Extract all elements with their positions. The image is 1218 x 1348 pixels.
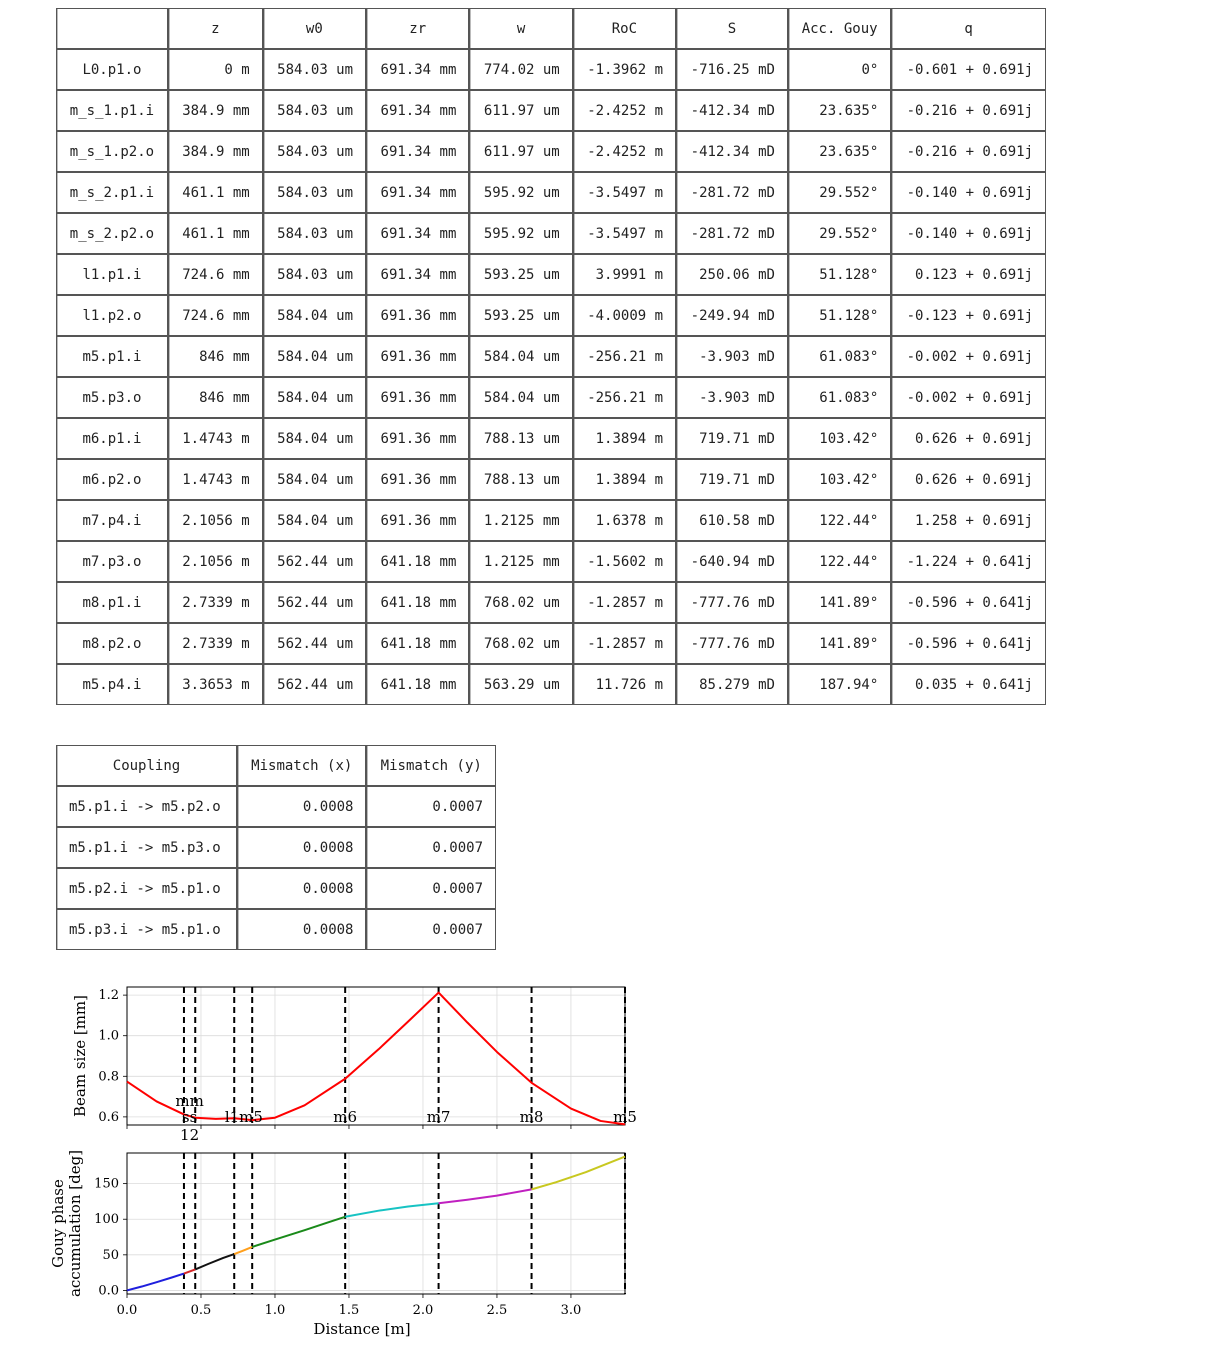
beam-header-cell: z: [168, 8, 263, 49]
beam-cell: -3.903 mD: [676, 377, 788, 418]
mismatch-cell: 0.0007: [366, 827, 496, 868]
x-tick-label: 2.0: [412, 1303, 434, 1318]
beam-row-label: m8.p1.i: [56, 582, 168, 623]
beam-row-label: m_s_2.p2.o: [56, 213, 168, 254]
beam-cell: 0.626 + 0.691j: [891, 459, 1046, 500]
y-axis-label: Beam size [mm]: [71, 994, 89, 1118]
table-row: [56, 541, 1046, 582]
beam-header-cell: Acc. Gouy: [788, 8, 891, 49]
beam-cell: 584.03 um: [263, 90, 366, 131]
x-axis-label: Distance [m]: [313, 1320, 411, 1338]
beam-cell: -4.0009 m: [573, 295, 676, 336]
beam-size-axes: [71, 987, 637, 1144]
beam-cell: 719.71 mD: [676, 418, 788, 459]
beam-row-label: m5.p4.i: [56, 664, 168, 705]
table-row: [56, 500, 1046, 541]
beam-cell: 3.9991 m: [573, 254, 676, 295]
mismatch-header-cell: Coupling: [56, 745, 237, 786]
beam-cell: 595.92 um: [469, 172, 572, 213]
beam-cell: 461.1 mm: [168, 172, 263, 213]
beam-cell: -0.002 + 0.691j: [891, 377, 1046, 418]
beam-row-label: l1.p2.o: [56, 295, 168, 336]
table-row: [56, 377, 1046, 418]
beam-cell: 384.9 mm: [168, 131, 263, 172]
beam-cell: -0.596 + 0.641j: [891, 623, 1046, 664]
beam-cell: 691.36 mm: [366, 377, 469, 418]
y-tick-label: 100: [94, 1212, 119, 1228]
beam-cell: -3.903 mD: [676, 336, 788, 377]
beam-cell: 141.89°: [788, 582, 891, 623]
beam-cell: -1.5602 m: [573, 541, 676, 582]
beam-cell: 563.29 um: [469, 664, 572, 705]
beam-row-label: m_s_2.p1.i: [56, 172, 168, 213]
beam-row-label: m_s_1.p2.o: [56, 131, 168, 172]
x-tick-label: 3.0: [560, 1303, 582, 1318]
x-tick-label: 2.5: [486, 1303, 508, 1318]
beam-cell: 61.083°: [788, 377, 891, 418]
beam-cell: 584.03 um: [263, 254, 366, 295]
beam-cell: 788.13 um: [469, 459, 572, 500]
beam-cell: 1.2125 mm: [469, 500, 572, 541]
table-row: [56, 909, 496, 950]
beam-cell: 61.083°: [788, 336, 891, 377]
x-tick-label: 0.0: [116, 1303, 138, 1318]
y-tick-label: 0.0: [98, 1283, 119, 1299]
table-row: [56, 623, 1046, 664]
beam-cell: 2.7339 m: [168, 623, 263, 664]
y-tick-label: 0.8: [98, 1069, 119, 1085]
beam-cell: 593.25 um: [469, 254, 572, 295]
beam-row-label: m5.p3.o: [56, 377, 168, 418]
beam-cell: 1.6378 m: [573, 500, 676, 541]
beam-cell: 584.03 um: [263, 131, 366, 172]
beam-trace-plot: [40, 975, 660, 1345]
beam-cell: -0.123 + 0.691j: [891, 295, 1046, 336]
beam-cell: 641.18 mm: [366, 541, 469, 582]
beam-cell: 691.36 mm: [366, 418, 469, 459]
y-axis-label: accumulation [deg]: [66, 1149, 84, 1298]
mismatch-table: [56, 745, 496, 950]
table-row: [56, 295, 1046, 336]
beam-header-cell: S: [676, 8, 788, 49]
gouy-phase-segment: [234, 1247, 252, 1254]
beam-cell: 562.44 um: [263, 623, 366, 664]
mismatch-table-body: [56, 786, 496, 950]
beam-cell: 584.04 um: [469, 377, 572, 418]
beam-cell: 29.552°: [788, 172, 891, 213]
beam-cell: -281.72 mD: [676, 172, 788, 213]
beam-cell: 1.3894 m: [573, 418, 676, 459]
mismatch-cell: 0.0007: [366, 786, 496, 827]
beam-table-body: [56, 49, 1046, 705]
x-tick-label: 1.5: [338, 1303, 360, 1318]
beam-cell: 0.626 + 0.691j: [891, 418, 1046, 459]
component-label: m6: [333, 1108, 358, 1126]
beam-cell: -2.4252 m: [573, 131, 676, 172]
beam-cell: 691.36 mm: [366, 295, 469, 336]
y-tick-label: 150: [94, 1176, 119, 1192]
beam-cell: 584.03 um: [263, 49, 366, 90]
beam-cell: 1.4743 m: [168, 459, 263, 500]
beam-cell: -412.34 mD: [676, 131, 788, 172]
beam-cell: 23.635°: [788, 131, 891, 172]
beam-header-cell: zr: [366, 8, 469, 49]
beam-cell: 584.03 um: [263, 213, 366, 254]
component-label: m5: [613, 1108, 637, 1126]
beam-cell: -3.5497 m: [573, 213, 676, 254]
beam-cell: 846 mm: [168, 336, 263, 377]
beam-cell: 768.02 um: [469, 582, 572, 623]
beam-cell: 788.13 um: [469, 418, 572, 459]
beam-row-label: m6.p1.i: [56, 418, 168, 459]
mismatch-row-label: m5.p3.i -> m5.p1.o: [56, 909, 237, 950]
beam-cell: 461.1 mm: [168, 213, 263, 254]
table-row: [56, 90, 1046, 131]
beam-cell: 562.44 um: [263, 541, 366, 582]
mismatch-cell: 0.0008: [237, 786, 367, 827]
gouy-phase-segment: [532, 1157, 625, 1190]
table-row: [56, 336, 1046, 377]
beam-cell: 584.04 um: [263, 500, 366, 541]
beam-cell: 2.1056 m: [168, 541, 263, 582]
component-label: 12: [180, 1126, 200, 1144]
mismatch-header-cell: Mismatch (x): [237, 745, 367, 786]
mismatch-cell: 0.0008: [237, 827, 367, 868]
beam-row-label: m_s_1.p1.i: [56, 90, 168, 131]
x-tick-label: 1.0: [264, 1303, 286, 1318]
beam-cell: 51.128°: [788, 295, 891, 336]
beam-row-label: m7.p4.i: [56, 500, 168, 541]
beam-cell: 691.34 mm: [366, 254, 469, 295]
beam-header-cell: w: [469, 8, 572, 49]
beam-row-label: m8.p2.o: [56, 623, 168, 664]
beam-cell: -256.21 m: [573, 377, 676, 418]
beam-cell: 562.44 um: [263, 582, 366, 623]
mismatch-table-header-row: [56, 745, 496, 786]
beam-cell: -1.3962 m: [573, 49, 676, 90]
beam-row-label: L0.p1.o: [56, 49, 168, 90]
mismatch-cell: 0.0007: [366, 909, 496, 950]
beam-cell: 593.25 um: [469, 295, 572, 336]
mismatch-row-label: m5.p1.i -> m5.p2.o: [56, 786, 237, 827]
beam-cell: -0.140 + 0.691j: [891, 213, 1046, 254]
gouy-phase-segment: [252, 1217, 345, 1247]
beam-cell: 584.04 um: [263, 418, 366, 459]
beam-cell: 29.552°: [788, 213, 891, 254]
beam-cell: 1.3894 m: [573, 459, 676, 500]
component-label: mm: [175, 1092, 204, 1110]
gouy-phase-segment: [127, 1274, 184, 1291]
table-row: [56, 827, 496, 868]
beam-cell: 691.36 mm: [366, 459, 469, 500]
beam-cell: -2.4252 m: [573, 90, 676, 131]
gouy-phase-segment: [184, 1269, 195, 1273]
beam-header-cell: RoC: [573, 8, 676, 49]
beam-cell: 23.635°: [788, 90, 891, 131]
table-row: [56, 459, 1046, 500]
beam-cell: -777.76 mD: [676, 623, 788, 664]
component-label: l1m5: [224, 1108, 263, 1126]
beam-cell: 122.44°: [788, 541, 891, 582]
table-row: [56, 49, 1046, 90]
mismatch-cell: 0.0008: [237, 909, 367, 950]
beam-cell: 2.7339 m: [168, 582, 263, 623]
beam-cell: -281.72 mD: [676, 213, 788, 254]
beam-cell: -0.596 + 0.641j: [891, 582, 1046, 623]
table-row: [56, 254, 1046, 295]
beam-cell: 584.04 um: [263, 336, 366, 377]
beam-cell: 141.89°: [788, 623, 891, 664]
beam-cell: 0 m: [168, 49, 263, 90]
beam-cell: 611.97 um: [469, 90, 572, 131]
beam-cell: -1.2857 m: [573, 623, 676, 664]
beam-cell: -0.216 + 0.691j: [891, 90, 1046, 131]
beam-cell: 51.128°: [788, 254, 891, 295]
beam-cell: 562.44 um: [263, 664, 366, 705]
beam-cell: 103.42°: [788, 418, 891, 459]
table-row: [56, 213, 1046, 254]
beam-cell: 1.258 + 0.691j: [891, 500, 1046, 541]
y-tick-label: 0.6: [98, 1109, 119, 1125]
beam-cell: -716.25 mD: [676, 49, 788, 90]
table-row: [56, 786, 496, 827]
beam-cell: 691.34 mm: [366, 172, 469, 213]
mismatch-row-label: m5.p2.i -> m5.p1.o: [56, 868, 237, 909]
beam-cell: -0.601 + 0.691j: [891, 49, 1046, 90]
beam-header-cell: q: [891, 8, 1046, 49]
gouy-phase-axes: [49, 1150, 625, 1338]
beam-cell: 2.1056 m: [168, 500, 263, 541]
beam-cell: 691.34 mm: [366, 131, 469, 172]
beam-cell: 595.92 um: [469, 213, 572, 254]
beam-cell: 584.04 um: [469, 336, 572, 377]
axes-frame: [127, 1153, 625, 1294]
beam-row-label: m6.p2.o: [56, 459, 168, 500]
y-tick-label: 50: [102, 1247, 119, 1263]
y-axis-label: Gouy phase: [49, 1179, 67, 1268]
component-label: ss: [181, 1108, 198, 1126]
beam-cell: 691.34 mm: [366, 49, 469, 90]
beam-cell: 584.04 um: [263, 377, 366, 418]
table-row: [56, 172, 1046, 213]
beam-row-label: m7.p3.o: [56, 541, 168, 582]
beam-cell: 691.36 mm: [366, 336, 469, 377]
beam-cell: 103.42°: [788, 459, 891, 500]
beam-cell: -1.2857 m: [573, 582, 676, 623]
beam-cell: 641.18 mm: [366, 623, 469, 664]
table-row: [56, 418, 1046, 459]
beam-cell: 11.726 m: [573, 664, 676, 705]
beam-cell: 250.06 mD: [676, 254, 788, 295]
beam-table-header-row: [56, 8, 1046, 49]
beam-cell: 691.34 mm: [366, 213, 469, 254]
beam-cell: -0.002 + 0.691j: [891, 336, 1046, 377]
beam-cell: 0°: [788, 49, 891, 90]
x-tick-label: 0.5: [190, 1303, 212, 1318]
table-row: [56, 868, 496, 909]
beam-cell: 85.279 mD: [676, 664, 788, 705]
beam-cell: -3.5497 m: [573, 172, 676, 213]
gouy-phase-segment: [345, 1203, 438, 1217]
table-row: [56, 664, 1046, 705]
mismatch-row-label: m5.p1.i -> m5.p3.o: [56, 827, 237, 868]
gouy-phase-segment: [439, 1189, 532, 1203]
table-row: [56, 131, 1046, 172]
beam-cell: 641.18 mm: [366, 582, 469, 623]
beam-cell: 611.97 um: [469, 131, 572, 172]
table-row: [56, 582, 1046, 623]
beam-cell: 768.02 um: [469, 623, 572, 664]
beam-cell: 774.02 um: [469, 49, 572, 90]
beam-cell: 610.58 mD: [676, 500, 788, 541]
beam-cell: -412.34 mD: [676, 90, 788, 131]
beam-cell: 691.36 mm: [366, 500, 469, 541]
beam-cell: 0.035 + 0.641j: [891, 664, 1046, 705]
beam-row-label: l1.p1.i: [56, 254, 168, 295]
beam-header-cell: [56, 8, 168, 49]
beam-cell: 1.2125 mm: [469, 541, 572, 582]
beam-cell: 584.04 um: [263, 295, 366, 336]
beam-cell: 584.04 um: [263, 459, 366, 500]
beam-cell: -249.94 mD: [676, 295, 788, 336]
beam-cell: 641.18 mm: [366, 664, 469, 705]
mismatch-cell: 0.0008: [237, 868, 367, 909]
beam-cell: 1.4743 m: [168, 418, 263, 459]
beam-header-cell: w0: [263, 8, 366, 49]
component-label: m7: [426, 1108, 451, 1126]
component-label: m8: [519, 1108, 544, 1126]
beam-cell: 724.6 mm: [168, 295, 263, 336]
beam-cell: 0.123 + 0.691j: [891, 254, 1046, 295]
beam-cell: -0.140 + 0.691j: [891, 172, 1046, 213]
beam-cell: 584.03 um: [263, 172, 366, 213]
beam-cell: -640.94 mD: [676, 541, 788, 582]
beam-cell: 3.3653 m: [168, 664, 263, 705]
beam-cell: -256.21 m: [573, 336, 676, 377]
beam-cell: 122.44°: [788, 500, 891, 541]
beam-cell: -777.76 mD: [676, 582, 788, 623]
beam-cell: 384.9 mm: [168, 90, 263, 131]
beam-parameter-table: [56, 8, 1046, 705]
mismatch-cell: 0.0007: [366, 868, 496, 909]
mismatch-header-cell: Mismatch (y): [366, 745, 496, 786]
beam-cell: -0.216 + 0.691j: [891, 131, 1046, 172]
beam-cell: 187.94°: [788, 664, 891, 705]
beam-cell: 724.6 mm: [168, 254, 263, 295]
beam-cell: 846 mm: [168, 377, 263, 418]
beam-row-label: m5.p1.i: [56, 336, 168, 377]
beam-cell: -1.224 + 0.641j: [891, 541, 1046, 582]
y-tick-label: 1.2: [98, 988, 119, 1004]
beam-cell: 719.71 mD: [676, 459, 788, 500]
y-tick-label: 1.0: [98, 1028, 119, 1044]
beam-cell: 691.34 mm: [366, 90, 469, 131]
